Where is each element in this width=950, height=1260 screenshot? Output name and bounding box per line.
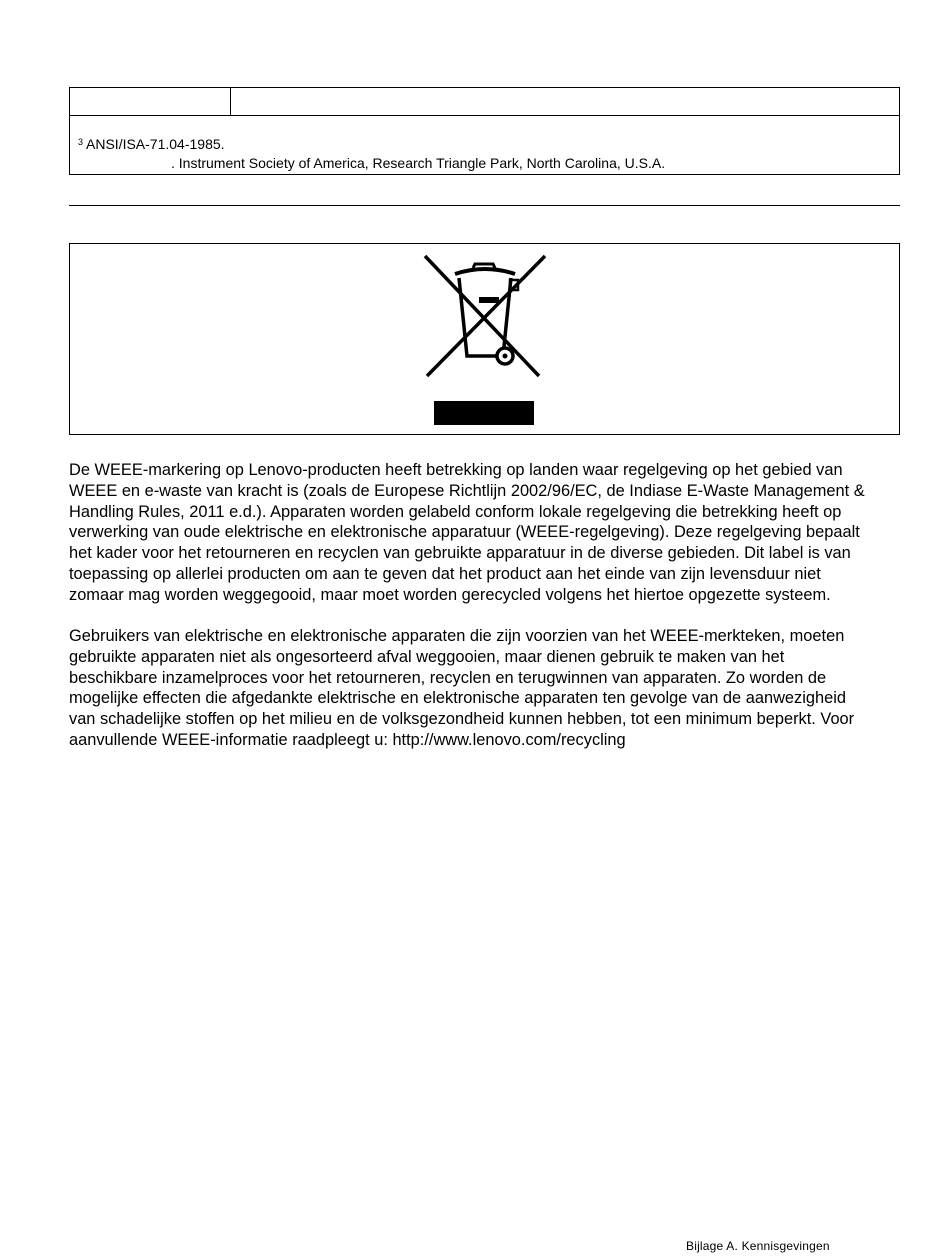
page-footer: Bijlage A. Kennisgevingen (686, 1239, 830, 1253)
paragraph-line: toepassing op allerlei producten om aan te geven dat het product aan het einde van zijn levensduur niet (69, 564, 821, 583)
paragraph-line: De WEEE-markering op Lenovo-producten heeft betrekking op landen waar regelgeving op het gebied van (69, 461, 843, 479)
paragraph-line: verwerking van oude elektrische en elektronische apparatuur (WEEE-regelgeving). Deze regelgeving bepaalt (69, 523, 860, 542)
footnote-text (78, 136, 225, 152)
footnote-publisher: . Instrument Society of America, Research Triangle Park, North Carolina, U.S.A. (171, 155, 666, 171)
footnote-citation: ANSI/ISA-71.04-1985. (86, 136, 225, 152)
footnote-table (69, 87, 900, 175)
paragraph-line: zomaar mag worden weggegooid, maar moet worden gerecycled volgens het hiertoe opgezette systeem. (69, 585, 831, 604)
weee-paragraph-1 (69, 460, 909, 606)
weee-symbol-box (69, 243, 900, 435)
paragraph-line: van schadelijke stoffen op het milieu en de volksgezondheid kunnen hebben, tot een minimum beperkt. Voor (69, 710, 855, 729)
footnote-table-header-row (70, 88, 899, 116)
paragraph-line: gebruikte apparaten niet als ongesorteerd afval weggooien, maar dienen gebruik te maken van het (69, 647, 785, 666)
paragraph-line: WEEE en e-waste van kracht is (zoals de Europese Richtlijn 2002/96/EC, de Indiase E-Waste Management & (69, 481, 865, 500)
paragraph-line: Handling Rules, 2011 e.d.). Apparaten worden gelabeld conform lokale regelgeving die betrekking heeft op (69, 502, 842, 521)
paragraph-line: Gebruikers van elektrische en elektronische apparaten die zijn voorzien van het WEEE-merkteken, moeten (69, 627, 845, 645)
weee-paragraph-2 (69, 626, 909, 751)
paragraph-line: het kader voor het retourneren en recyclen van gebruikte apparatuur in de diverse gebieden. Dit label is van (69, 544, 851, 563)
paragraph-line: aanvullende WEEE-informatie raadpleegt u: http://www.lenovo.com/recycling (69, 730, 626, 749)
section-divider (69, 205, 900, 206)
footnote-table-header-cell (70, 88, 231, 115)
paragraph-line: mogelijke effecten die afgedankte elektrische en elektronische apparaten ten gevolge van de aanwezigheid (69, 689, 846, 708)
weee-black-bar (434, 401, 534, 425)
paragraph-line: beschikbare inzamelproces voor het retourneren, recyclen en terugwinnen van apparaten. Zo worden de (69, 668, 827, 687)
crossed-out-wheeled-bin-icon (423, 252, 547, 378)
footnote-number: 3 (78, 137, 84, 147)
